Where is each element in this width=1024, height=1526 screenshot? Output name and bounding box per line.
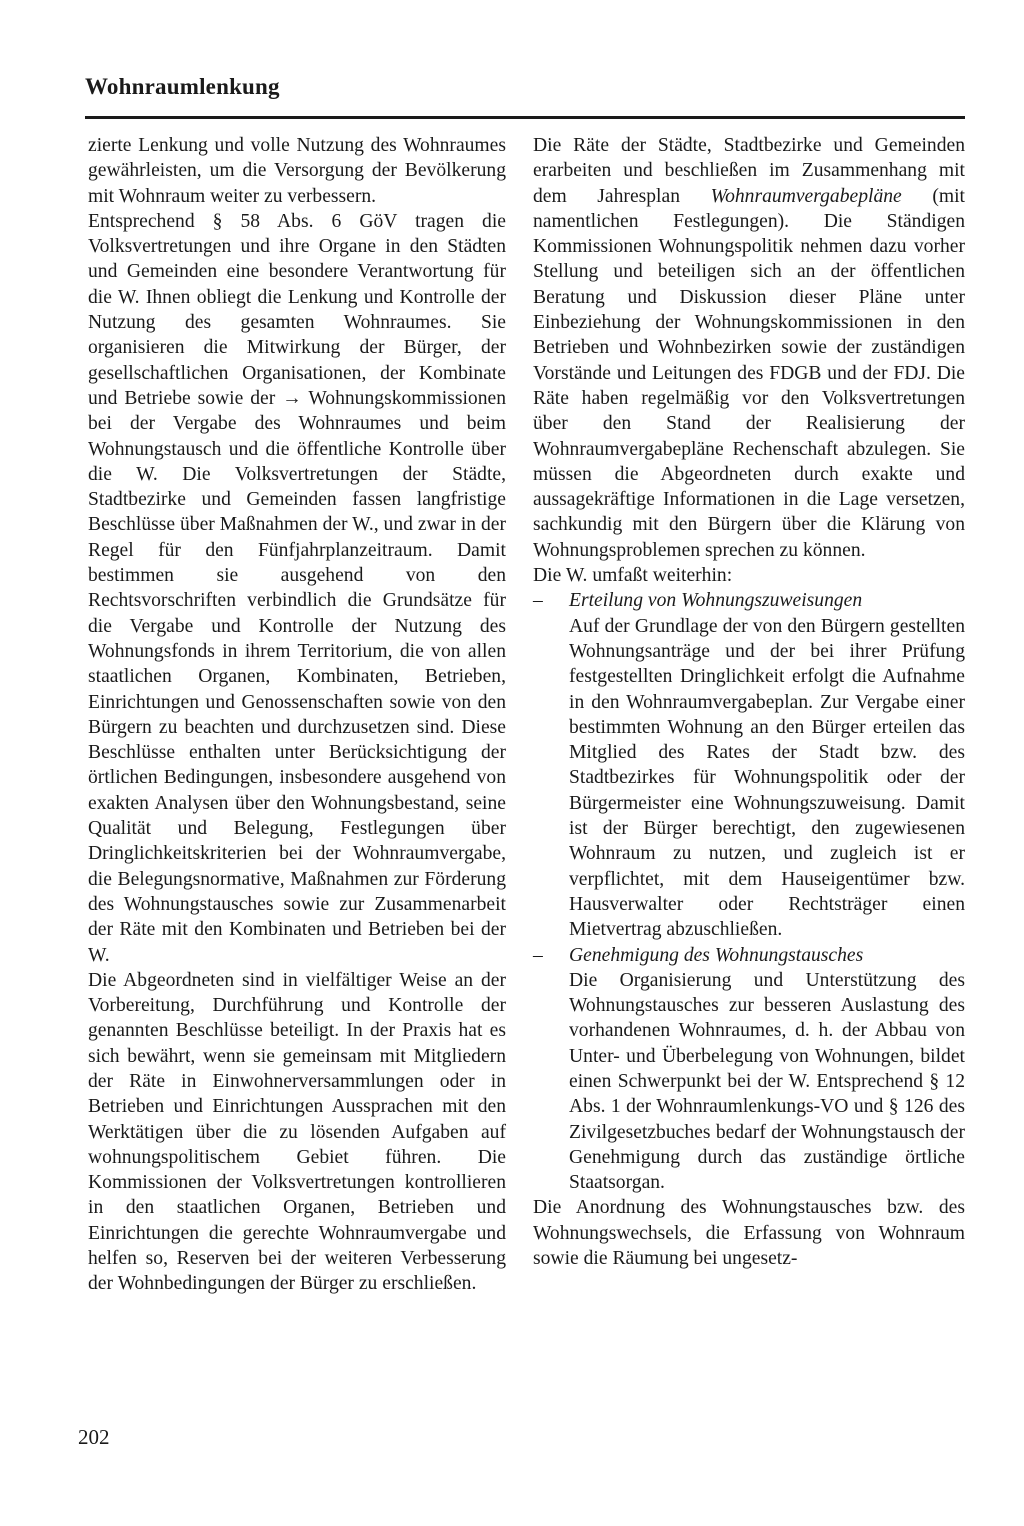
right-intro-rest: (mit namentlichen Festlegungen). Die Ständigen Kommissionen Wohnungspolitik nehmen dazu vorher Stellung und beteiligen sich an der öffentlichen Beratung und Diskussion dieser Pläne unter Einbeziehung der Wohnungskommissionen in den Betrieben und Wohnbezirken sowie der zuständigen Vorstände und Leitungen des FDGB und der FDJ. Die Räte haben regelmäßig vor den Volksvertretungen über den Stand der Realisierung der Wohnraumvergabepläne Rechenschaft abzulegen. Sie müssen die Abgeordneten durch exakte und aussagekräftige Informationen in die Lage versetzen, sachkundig mit den Bürgern über die Klärung von Wohnungsproblemen sprechen zu können. bbox=[533, 185, 965, 561]
right-intro-paragraph bbox=[533, 133, 965, 563]
right-intro-italic: Wohnraumvergabepläne bbox=[710, 185, 902, 207]
list-dash: – bbox=[533, 590, 543, 612]
list-item-title: Genehmigung des Wohnungstausches bbox=[569, 944, 864, 966]
right-column bbox=[533, 133, 965, 1271]
list-dash: – bbox=[533, 944, 543, 966]
list-intro: Die W. umfaßt weiterhin: bbox=[533, 565, 733, 587]
right-intro-text: Die Räte der Städte, Stadtbezirke und Gemeinden erarbeiten und beschließen im Zusammenhang mit dem Jahresplan bbox=[533, 135, 965, 207]
page-title: Wohnraumlenkung bbox=[85, 74, 280, 99]
list-item-title: Erteilung von Wohnungszuweisungen bbox=[569, 590, 863, 612]
list-item bbox=[533, 588, 965, 942]
right-closing-paragraph: Die Anordnung des Wohnungstausches bzw. des Wohnungswechsels, die Erfassung von Wohnraum sowie die Räumung bei ungesetz- bbox=[533, 1197, 965, 1270]
list-item-body: Auf der Grundlage der von den Bürgern gestellten Wohnungsanträge und der bei ihrer Prüfung festgestellten Dringlichkeit erfolgt die Aufnahme in den Wohnraumvergabeplan. Zur Vergabe einer bestimmten Wohnung an den Bürger erteilen das Mitglied des Rates der Stadt bzw. des Stadtbezirkes für Wohnungspolitik oder der Bürgermeister eine Wohnungszuweisung. Damit ist der Bürger berechtigt, den zugewiesenen Wohnraum zu nutzen, und zugleich ist er verpflichtet, mit dem Hauseigentümer bzw. Hausverwalter oder Rechtsträger einen Mietvertrag abzuschließen. bbox=[569, 615, 965, 941]
left-paragraph-3: Die Abgeordneten sind in vielfältiger Weise an der Vorbereitung, Durchführung und Kontrolle der genannten Beschlüsse beteiligt. In der Praxis hat es sich bewährt, wenn sie gemeinsam mit Mitgliedern der Räte in Einwohnerversammlungen oder in Betrieben und Einrichtungen Aussprachen mit den Werktätigen über die zu lösenden Aufgaben auf wohnungspolitischem Gebiet führen. Die Kommissionen der Volksvertretungen kontrollieren in den staatlichen Organen, Betrieben und Einrichtungen die gerechte Wohnraumvergabe und helfen so, Reserven bei der weiteren Verbesserung der Wohnbedingungen der Bürger zu erschließen. bbox=[88, 969, 506, 1295]
left-paragraph-1: zierte Lenkung und volle Nutzung des Wohnraumes gewährleisten, um die Versorgung der Bevölkerung mit Wohnraum weiter zu verbessern. bbox=[88, 135, 506, 207]
header-rule bbox=[85, 116, 965, 119]
list-item-body: Die Organisierung und Unterstützung des Wohnungstausches zur besseren Auslastung des vorhandenen Wohnraumes, d. h. der Abbau von Unter- und Überbelegung von Wohnungen, bildet einen Schwerpunkt bei der W. Entsprechend § 12 Abs. 1 der Wohnraumlenkungs-VO und § 126 des Zivilgesetzbuches bedarf der Wohnungstausch der Genehmigung durch das zuständige örtliche Staatsorgan. bbox=[569, 969, 965, 1194]
left-paragraph-2: Entsprechend § 58 Abs. 6 GöV tragen die Volksvertretungen und ihre Organe in den Städten und Gemeinden eine besondere Verantwortung für die W. Ihnen obliegt die Lenkung und Kontrolle der Nutzung des gesamten Wohnraumes. Sie organisieren die Mitwirkung der Bürger, der gesellschaftlichen Organisationen, der Kombinate und Betriebe sowie der → Wohnungskommissionen bei der Vergabe des Wohnraumes und beim Wohnungstausch und die öffentliche Kontrolle über die W. Die Volksvertretungen der Städte, Stadtbezirke und Gemeinden fassen langfristige Beschlüsse über Maßnahmen der W., und zwar in der Regel für den Fünfjahrplanzeitraum. Damit bestimmen sie ausgehend von den Rechtsvorschriften verbindlich die Grundsätze für die Vergabe und Kontrolle der Nutzung des Wohnungsfonds in ihrem Territorium, die von allen staatlichen Organen, Kombinaten, Betrieben, Einrichtungen und Genossenschaften sowie von den Bürgern zu beachten und durchzusetzen sind. Diese Beschlüsse enthalten unter Berücksichtigung der örtlichen Bedingungen, insbesondere ausgehend von exakten Analysen über den Wohnungsbestand, seine Qualität und Belegung, Festlegungen über Dringlichkeitskriterien bei der Wohnraumvergabe, die Belegungsnormative, Maßnahmen zur Förderung des Wohnungstausches sowie zur Zusammenarbeit der Räte mit den Kombinaten und Betrieben bei der W. bbox=[88, 210, 506, 966]
list-item bbox=[533, 943, 965, 1196]
page-number: 202 bbox=[78, 1425, 110, 1449]
page-header bbox=[85, 72, 965, 122]
left-column bbox=[88, 133, 506, 1297]
